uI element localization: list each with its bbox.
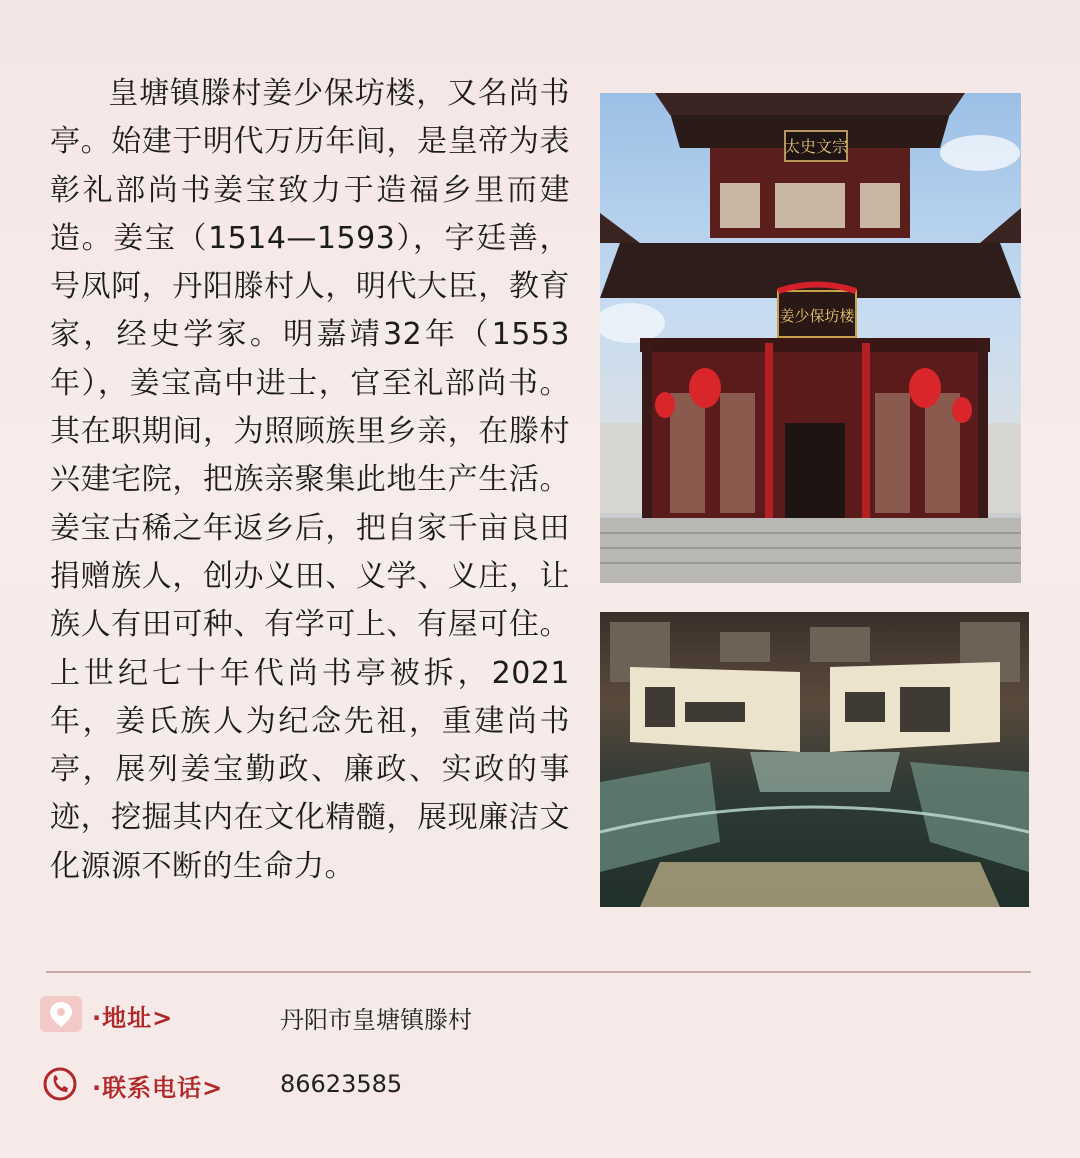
section-divider <box>46 971 1031 973</box>
pavilion-photo <box>600 93 1021 583</box>
article-text <box>50 70 570 891</box>
address-row <box>40 994 940 1038</box>
phone-icon <box>40 1064 82 1106</box>
phone-row <box>40 1064 940 1108</box>
location-pin-icon <box>40 994 82 1036</box>
pavilion-illustration <box>600 93 1021 583</box>
article-body: 皇塘镇滕村姜少保坊楼，又名尚书亭。始建于明代万历年间，是皇帝为表彰礼部尚书姜宝致力于造福乡里而建造。姜宝（1514—1593），字廷善，号凤阿，丹阳滕村人，明代大臣，教育家，经史学家。明嘉靖32年（1553年），姜宝高中进士，官至礼部尚书。其在职期间，为照顾族里乡亲，在滕村兴建宅院，把族亲聚集此地生产生活。姜宝古稀之年返乡后，把自家千亩良田捐赠族人，创办义田、义学、义庄，让族人有田可种、有学可上、有屋可住。上世纪七十年代尚书亭被拆，2021年，姜氏族人为纪念先祖，重建尚书亭，展列姜宝勤政、廉政、实政的事迹，挖掘其内在文化精髓，展现廉洁文化源源不断的生命力。 <box>50 76 570 884</box>
plaque-mid-text: 姜少保坊楼 <box>779 307 855 325</box>
address-label: ·地址> <box>92 1004 174 1032</box>
phone-label: ·联系电话> <box>92 1074 224 1102</box>
exhibition-illustration <box>600 612 1029 907</box>
phone-value[interactable]: 86623585 <box>280 1070 403 1098</box>
plaque-top-text: 太史文宗 <box>783 137 849 156</box>
address-value: 丹阳市皇塘镇滕村 <box>280 1006 472 1034</box>
exhibition-photo <box>600 612 1029 907</box>
